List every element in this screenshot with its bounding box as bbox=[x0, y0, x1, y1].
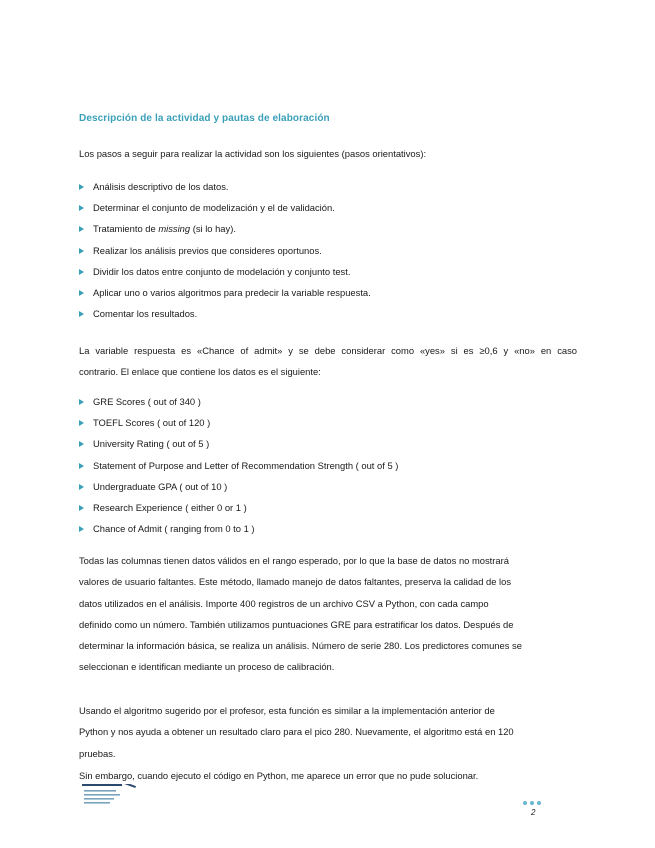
list-item bbox=[79, 287, 371, 308]
triangle-bullet-icon bbox=[79, 484, 84, 490]
list-item bbox=[79, 308, 371, 329]
paragraph-line: Todas las columnas tienen datos válidos en el rango esperado, por lo que la base de datos no mostrará bbox=[79, 555, 509, 566]
variable-paragraph bbox=[79, 340, 577, 383]
step-text bbox=[93, 223, 236, 235]
triangle-bullet-icon bbox=[79, 526, 84, 532]
list-item bbox=[79, 181, 371, 202]
step-text: Determinar el conjunto de modelización y el de validación. bbox=[93, 202, 335, 214]
step-text: Realizar los análisis previos que consideres oportunos. bbox=[93, 244, 322, 256]
triangle-bullet-icon bbox=[79, 226, 84, 232]
step-text-suffix: (si lo hay). bbox=[190, 223, 236, 235]
variable-text: Undergraduate GPA ( out of 10 ) bbox=[93, 480, 228, 492]
variable-text: Research Experience ( either 0 or 1 ) bbox=[93, 501, 247, 513]
variable-text: Chance of Admit ( ranging from 0 to 1 ) bbox=[93, 523, 255, 535]
section-heading: Descripción de la actividad y pautas de elaboración bbox=[79, 113, 330, 124]
algorithm-paragraph bbox=[79, 700, 577, 764]
step-text-italic: missing bbox=[158, 223, 191, 235]
triangle-bullet-icon bbox=[79, 248, 84, 254]
list-item bbox=[79, 438, 398, 459]
page-number: 2 bbox=[531, 808, 536, 817]
variable-text: University Rating ( out of 5 ) bbox=[93, 438, 210, 450]
triangle-bullet-icon bbox=[79, 205, 84, 211]
steps-list bbox=[79, 181, 371, 329]
triangle-bullet-icon bbox=[79, 505, 84, 511]
paragraph-line: pruebas. bbox=[79, 747, 116, 759]
triangle-bullet-icon bbox=[79, 420, 84, 426]
triangle-bullet-icon bbox=[79, 269, 84, 275]
paragraph-line: definido como un número. También utilizamos puntuaciones GRE para estratificar los datos. Después de bbox=[79, 618, 514, 630]
step-text: Análisis descriptivo de los datos. bbox=[93, 181, 229, 192]
triangle-bullet-icon bbox=[79, 399, 84, 405]
paragraph-line: valores de usuario faltantes. Este método, llamado manejo de datos faltantes, preserva la calidad de los bbox=[79, 576, 512, 588]
triangle-bullet-icon bbox=[79, 184, 84, 190]
variables-list bbox=[79, 396, 398, 544]
step-text-prefix: Tratamiento de bbox=[93, 223, 159, 235]
step-text: Dividir los datos entre conjunto de modelación y conjunto test. bbox=[93, 265, 351, 277]
list-item bbox=[79, 502, 398, 523]
intro-text: Los pasos a seguir para realizar la actividad son los siguientes (pasos orientativos): bbox=[79, 148, 427, 159]
list-item bbox=[79, 460, 398, 481]
paragraph-line: La variable respuesta es «Chance of admit» y se debe considerar como «yes» si es ≥0,6 y «no» en caso bbox=[79, 345, 577, 356]
paragraph-line: determinar la información básica, se realiza un análisis. Número de serie 280. Los predictores comunes se bbox=[79, 640, 522, 652]
list-item bbox=[79, 396, 398, 417]
list-item bbox=[79, 266, 371, 287]
list-item bbox=[79, 223, 371, 244]
list-item bbox=[79, 245, 371, 266]
variable-text: Statement of Purpose and Letter of Recommendation Strength ( out of 5 ) bbox=[93, 459, 399, 471]
paragraph-line: Usando el algoritmo sugerido por el profesor, esta función es similar a la implementación anterior de bbox=[79, 705, 495, 716]
final-paragraph bbox=[79, 765, 577, 786]
list-item bbox=[79, 417, 398, 438]
variable-text: GRE Scores ( out of 340 ) bbox=[93, 396, 201, 407]
paragraph-line: Sin embargo, cuando ejecuto el código en Python, me aparece un error que no pude solucionar. bbox=[79, 770, 479, 781]
list-item bbox=[79, 202, 371, 223]
step-text: Comentar los resultados. bbox=[93, 308, 198, 320]
triangle-bullet-icon bbox=[79, 441, 84, 447]
step-text: Aplicar uno o varios algoritmos para predecir la variable respuesta. bbox=[93, 286, 371, 298]
university-logo bbox=[82, 784, 142, 806]
variable-text: TOEFL Scores ( out of 120 ) bbox=[93, 417, 211, 429]
triangle-bullet-icon bbox=[79, 463, 84, 469]
paragraph-line: datos utilizados en el análisis. Importe 400 registros de un archivo CSV a Python, con cada campo bbox=[79, 597, 489, 609]
list-item bbox=[79, 481, 398, 502]
paragraph-line: Python y nos ayuda a obtener un resultado claro para el pico 280. Nuevamente, el algoritmo está en 120 bbox=[79, 726, 514, 738]
triangle-bullet-icon bbox=[79, 290, 84, 296]
list-item bbox=[79, 523, 398, 544]
paragraph-line: contrario. El enlace que contiene los datos es el siguiente: bbox=[79, 366, 321, 378]
page-dots-icon bbox=[523, 801, 541, 805]
triangle-bullet-icon bbox=[79, 311, 84, 317]
columns-paragraph bbox=[79, 550, 577, 678]
paragraph-line: seleccionan e identifican mediante un proceso de calibración. bbox=[79, 661, 335, 673]
